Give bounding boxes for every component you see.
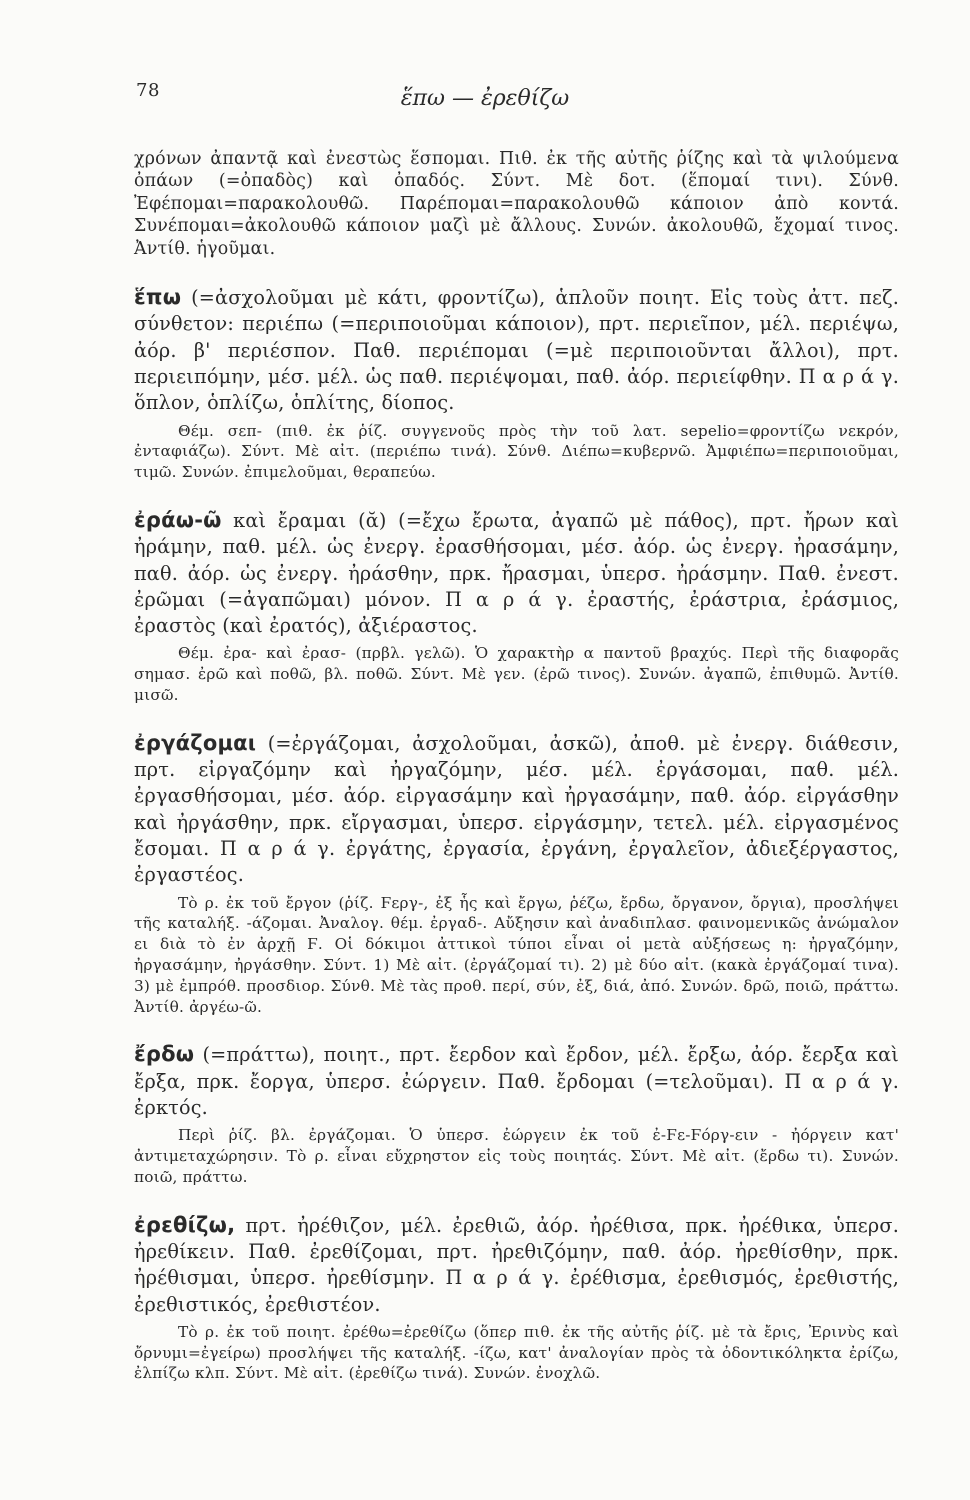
entry-main-text — [134, 284, 899, 416]
entry-headword: ἐράω-ῶ — [134, 507, 222, 532]
entry-definition: καὶ ἔραμαι (ᾰ) (=ἔχω ἔρωτα, ἀγαπῶ μὲ πάθος), πρτ. ἤρων καὶ ἠράμην, παθ. μέλ. ὡς ἐνεργ. ἐρασθήσομαι, μέσ. ἀόρ. ὡς ἐνεργ. ἠρασάμην, παθ. ἀόρ. ὡς ἐνεργ. ἠράσθην, πρκ. ἤρασμαι, ὑπερσ. ἠράσμην. Παθ. ἐνεστ. ἐρῶμαι (=ἀγαπῶμαι) μόνον. Π α ρ ά γ. ἐραστής, ἐράστρια, ἐράσμιος, ἐραστὸς (καὶ ἐρατός), ἀξιέραστος. — [134, 508, 899, 638]
entry-ergazomai — [134, 730, 899, 1018]
entry-erdo — [134, 1041, 899, 1187]
entry-headword: ἔρδω — [134, 1042, 195, 1067]
entry-headword: ἐρεθίζω, — [134, 1212, 236, 1237]
entry-note: Θέμ. ἐρα- καὶ ἐρασ- (πρβλ. γελῶ). Ὁ χαρακτὴρ α παντοῦ βραχύς. Περὶ τῆς διαφορᾶς σημασ. ἐρῶ καὶ ποθῶ, βλ. ποθῶ. Σύντ. Μὲ γεν. (ἐρῶ τινος). Συνών. ἀγαπῶ, ἐπιθυμῶ. Ἀντίθ. μισῶ. — [134, 644, 899, 704]
entry-paragraph: χρόνων ἀπαντᾷ καὶ ἐνεστὼς ἕσπομαι. Πιθ. ἐκ τῆς αὐτῆς ῥίζης καὶ τὰ ψιλούμενα ὀπάων (=ὀπαδὸς) καὶ ὀπαδός. Σύντ. Μὲ δοτ. (ἕπομαί τινι). Σύνθ. Ἐφέπομαι=παρακολουθῶ. Παρέπομαι=παρακολουθῶ κάποιον ἀπὸ κοντά. Συνέπομαι=ἀκολουθῶ κάποιον μαζὶ μὲ ἄλλους. Συνών. ἀκολουθῶ, ἔχομαί τινος. Ἀντίθ. ἡγοῦμαι. — [134, 149, 899, 259]
entry-main-text — [134, 1212, 899, 1318]
entry-erethizo — [134, 1212, 899, 1385]
entry-note: Περὶ ῥίζ. βλ. ἐργάζομαι. Ὁ ὑπερσ. ἐώργειν ἐκ τοῦ ἐ-Ϝε-Ϝόργ-ειν - ἠόργειν κατ' ἀντιμεταχώρησιν. Τὸ ρ. εἶναι εὔχρηστον εἰς τοὺς ποιητάς. Σύντ. Μὲ αἰτ. (ἔρδω τι). Συνών. ποιῶ, πράττω. — [134, 1126, 899, 1186]
entry-main-text — [134, 507, 899, 639]
entry-definition: πρτ. ἠρέθιζον, μέλ. ἐρεθιῶ, ἀόρ. ἠρέθισα, πρκ. ἠρέθικα, ὑπερσ. ἠρεθίκειν. Παθ. ἐρεθίζομαι, πρτ. ἠρεθιζόμην, παθ. ἀόρ. ἠρεθίσθην, πρκ. ἠρέθισμαι, ὑπερσ. ἠρεθίσμην. Π α ρ ά γ. ἐρέθισμα, ἐρεθισμός, ἐρεθιστής, ἐρεθιστικός, ἐρεθιστέον. — [134, 1213, 899, 1316]
page-body — [134, 148, 899, 1408]
entry-continuation — [134, 148, 899, 260]
entry-note: Θέμ. σεπ- (πιθ. ἐκ ῥίζ. συγγενοῦς πρὸς τὴν τοῦ λατ. sepelio=φροντίζω νεκρόν, ἐνταφιάζω). Σύντ. Μὲ αἰτ. (περιέπω τινά). Σύνθ. Διέπω=κυβερνῶ. Ἀμφιέπω=περιποιοῦμαι, τιμῶ. Συνών. ἐπιμελοῦμαι, θεραπεύω. — [134, 421, 899, 482]
running-title: ἕπω — ἐρεθίζω — [400, 86, 570, 111]
entry-erao — [134, 507, 899, 706]
entry-epo — [134, 284, 899, 483]
entry-main-text — [134, 1041, 899, 1121]
entry-headword: ἐργάζομαι — [134, 730, 257, 755]
entry-note: Τὸ ρ. ἐκ τοῦ ποιητ. ἐρέθω=ἐρεθίζω (ὅπερ πιθ. ἐκ τῆς αὐτῆς ῥίζ. μὲ τὰ ἔρις, Ἐρινὺς καὶ ὄρνυμι=ἐγείρω) προσλήψει τῆς καταλήξ. -ίζω, κατ' ἀναλογίαν πρὸς τὰ ὀδοντικόληκτα ἐρίζω, ἐλπίζω κλπ. Σύντ. Μὲ αἰτ. (ἐρεθίζω τινά). Συνών. ἐνοχλῶ. — [134, 1322, 899, 1383]
page-number: 78 — [136, 80, 160, 101]
entry-definition: (=ἀσχολοῦμαι μὲ κάτι, φροντίζω), ἁπλοῦν ποιητ. Εἰς τοὺς ἀττ. πεζ. σύνθετον: περιέπω (=περιποιοῦμαι κάποιον), πρτ. περιεῖπον, μέλ. περιέψω, ἀόρ. β' περιέσπον. Παθ. περιέπομαι (=μὲ περιποιοῦνται ἄλλοι), πρτ. περιειπόμην, μέσ. μέλ. ὡς παθ. περιέψομαι, παθ. ἀόρ. περιείφθην. Π α ρ ά γ. ὅπλον, ὁπλίζω, ὁπλίτης, δίοπος. — [134, 286, 899, 415]
entry-note: Τὸ ρ. ἐκ τοῦ ἔργον (ῥίζ. Ϝεργ-, ἐξ ἧς καὶ ἔργω, ῥέζω, ἔρδω, ὄργανον, ὄργια), προσλήψει τῆς καταλήξ. -άζομαι. Ἀναλογ. θέμ. ἐργαδ-. Αὔξησιν καὶ ἀναδιπλασ. φαινομενικῶς ἀνώμαλον ει διὰ τὸ ἐν ἀρχῇ Ϝ. Οἱ δόκιμοι ἀττικοὶ τύποι εἶναι οἱ μετὰ αὐξήσεως η: ἠργαζόμην, ἠργασάμην, ἠργάσθην. Σύντ. 1) Μὲ αἰτ. (ἐργάζομαί τι). 2) μὲ δύο αἰτ. (κακὰ ἐργάζομαί τινα). 3) μὲ ἐμπρόθ. προσδιορ. Σύνθ. Μὲ τὰς προθ. περί, σύν, ἐξ, διά, ἀπό. Συνών. δρῶ, ποιῶ, πράττω. Ἀντίθ. ἀργέω-ῶ. — [134, 893, 899, 1016]
entry-main-text — [134, 730, 899, 889]
entry-definition: (=ἐργάζομαι, ἀσχολοῦμαι, ἀσκῶ), ἀποθ. μὲ ἐνεργ. διάθεσιν, πρτ. εἰργαζόμην καὶ ἠργαζόμην, μέσ. μέλ. ἐργάσομαι, παθ. μέλ. ἐργασθήσομαι, μέσ. ἀόρ. εἰργασάμην καὶ ἠργασάμην, παθ. ἀόρ. εἰργάσθην καὶ ἠργάσθην, πρκ. εἴργασμαι, ὑπερσ. εἰργάσμην, τετελ. μέλ. εἰργασμένος ἔσομαι. Π α ρ ά γ. ἐργάτης, ἐργασία, ἐργάνη, ἐργαλεῖον, ἀδιεξέργαστος, ἐργαστέος. — [134, 731, 899, 887]
entry-headword: ἕπω — [134, 285, 182, 310]
entry-definition: (=πράττω), ποιητ., πρτ. ἔερδον καὶ ἔρδον, μέλ. ἔρξω, ἀόρ. ἔερξα καὶ ἔρξα, πρκ. ἔοργα, ὑπερσ. ἐώργειν. Παθ. ἔρδομαι (=τελοῦμαι). Π α ρ ά γ. ἐρκτός. — [134, 1043, 899, 1119]
